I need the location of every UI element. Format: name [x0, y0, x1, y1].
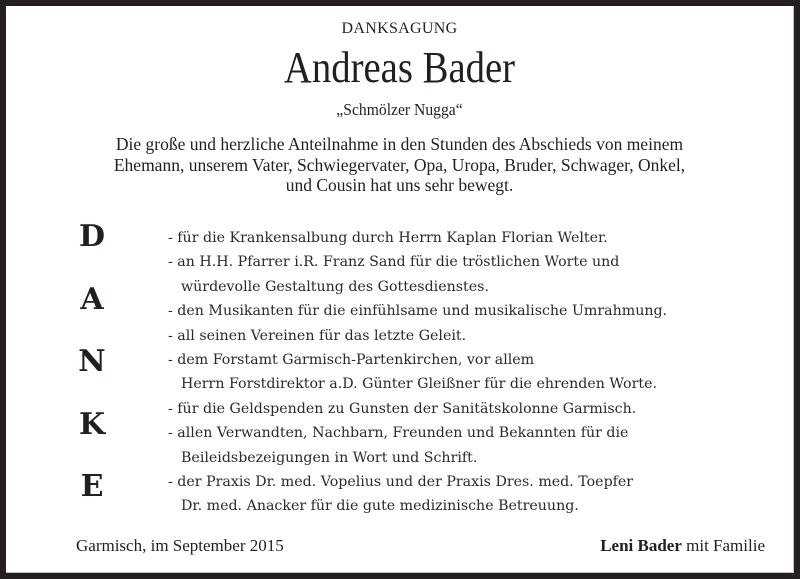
signature — [600, 536, 765, 556]
thanks-item: - den Musikanten für die einfühlsame und musikalische Umrahmung. — [168, 303, 668, 320]
thanks-item: - der Praxis Dr. med. Vopelius und der Praxis Dres. med. Toepfer — [168, 474, 634, 491]
intro-line: und Cousin hat uns sehr bewegt. — [285, 175, 514, 195]
intro-line: Die große und herzliche Anteilnahme in den Stunden des Abschieds von meinem — [115, 134, 684, 154]
intro-paragraph — [66, 134, 733, 196]
place-and-date: Garmisch, im September 2015 — [76, 536, 284, 555]
danke-letter-k: K — [78, 407, 106, 442]
obituary-notice — [6, 6, 794, 573]
intro-line: Ehemann, unserem Vater, Schwiegervater, Opa, Uropa, Bruder, Schwager, Onkel, — [113, 154, 686, 175]
danke-letter-n: N — [78, 344, 106, 379]
nickname: „Schmölzer Nugga“ — [336, 100, 463, 119]
danke-letter-a: A — [80, 282, 104, 317]
thanks-item-continuation: Beileidsbezeigungen in Wort und Schrift. — [181, 449, 478, 466]
deceased-name: Andreas Bader — [283, 43, 516, 92]
thanks-item: - all seinen Vereinen für das letzte Geleit. — [168, 327, 467, 344]
signer-suffix: mit Familie — [681, 536, 765, 555]
thanks-item: - dem Forstamt Garmisch-Partenkirchen, vor allem — [168, 352, 535, 369]
danke-letter-e: E — [80, 469, 104, 504]
thanks-item: - allen Verwandten, Nachbarn, Freunden und Bekannten für die — [168, 425, 629, 442]
thanks-list — [168, 226, 667, 519]
thanks-item: - für die Geldspenden zu Gunsten der Sanitätskolonne Garmisch. — [168, 400, 637, 417]
thanks-item-continuation: würdevolle Gestaltung des Gottesdienstes. — [181, 278, 489, 295]
thanks-item-continuation: Dr. med. Anacker für die gute medizinische Betreuung. — [181, 498, 579, 515]
thanks-item: - an H.H. Pfarrer i.R. Franz Sand für die tröstlichen Worte und — [168, 254, 620, 271]
thanks-item-continuation: Herrn Forstdirektor a.D. Günter Gleißner für die ehrenden Worte. — [181, 376, 657, 393]
danke-letter-d: D — [78, 219, 105, 254]
header-label: DANKSAGUNG — [341, 20, 458, 37]
thanks-item: - für die Krankensalbung durch Herrn Kaplan Florian Welter. — [168, 230, 608, 246]
signer-name: Leni Bader — [600, 536, 682, 555]
